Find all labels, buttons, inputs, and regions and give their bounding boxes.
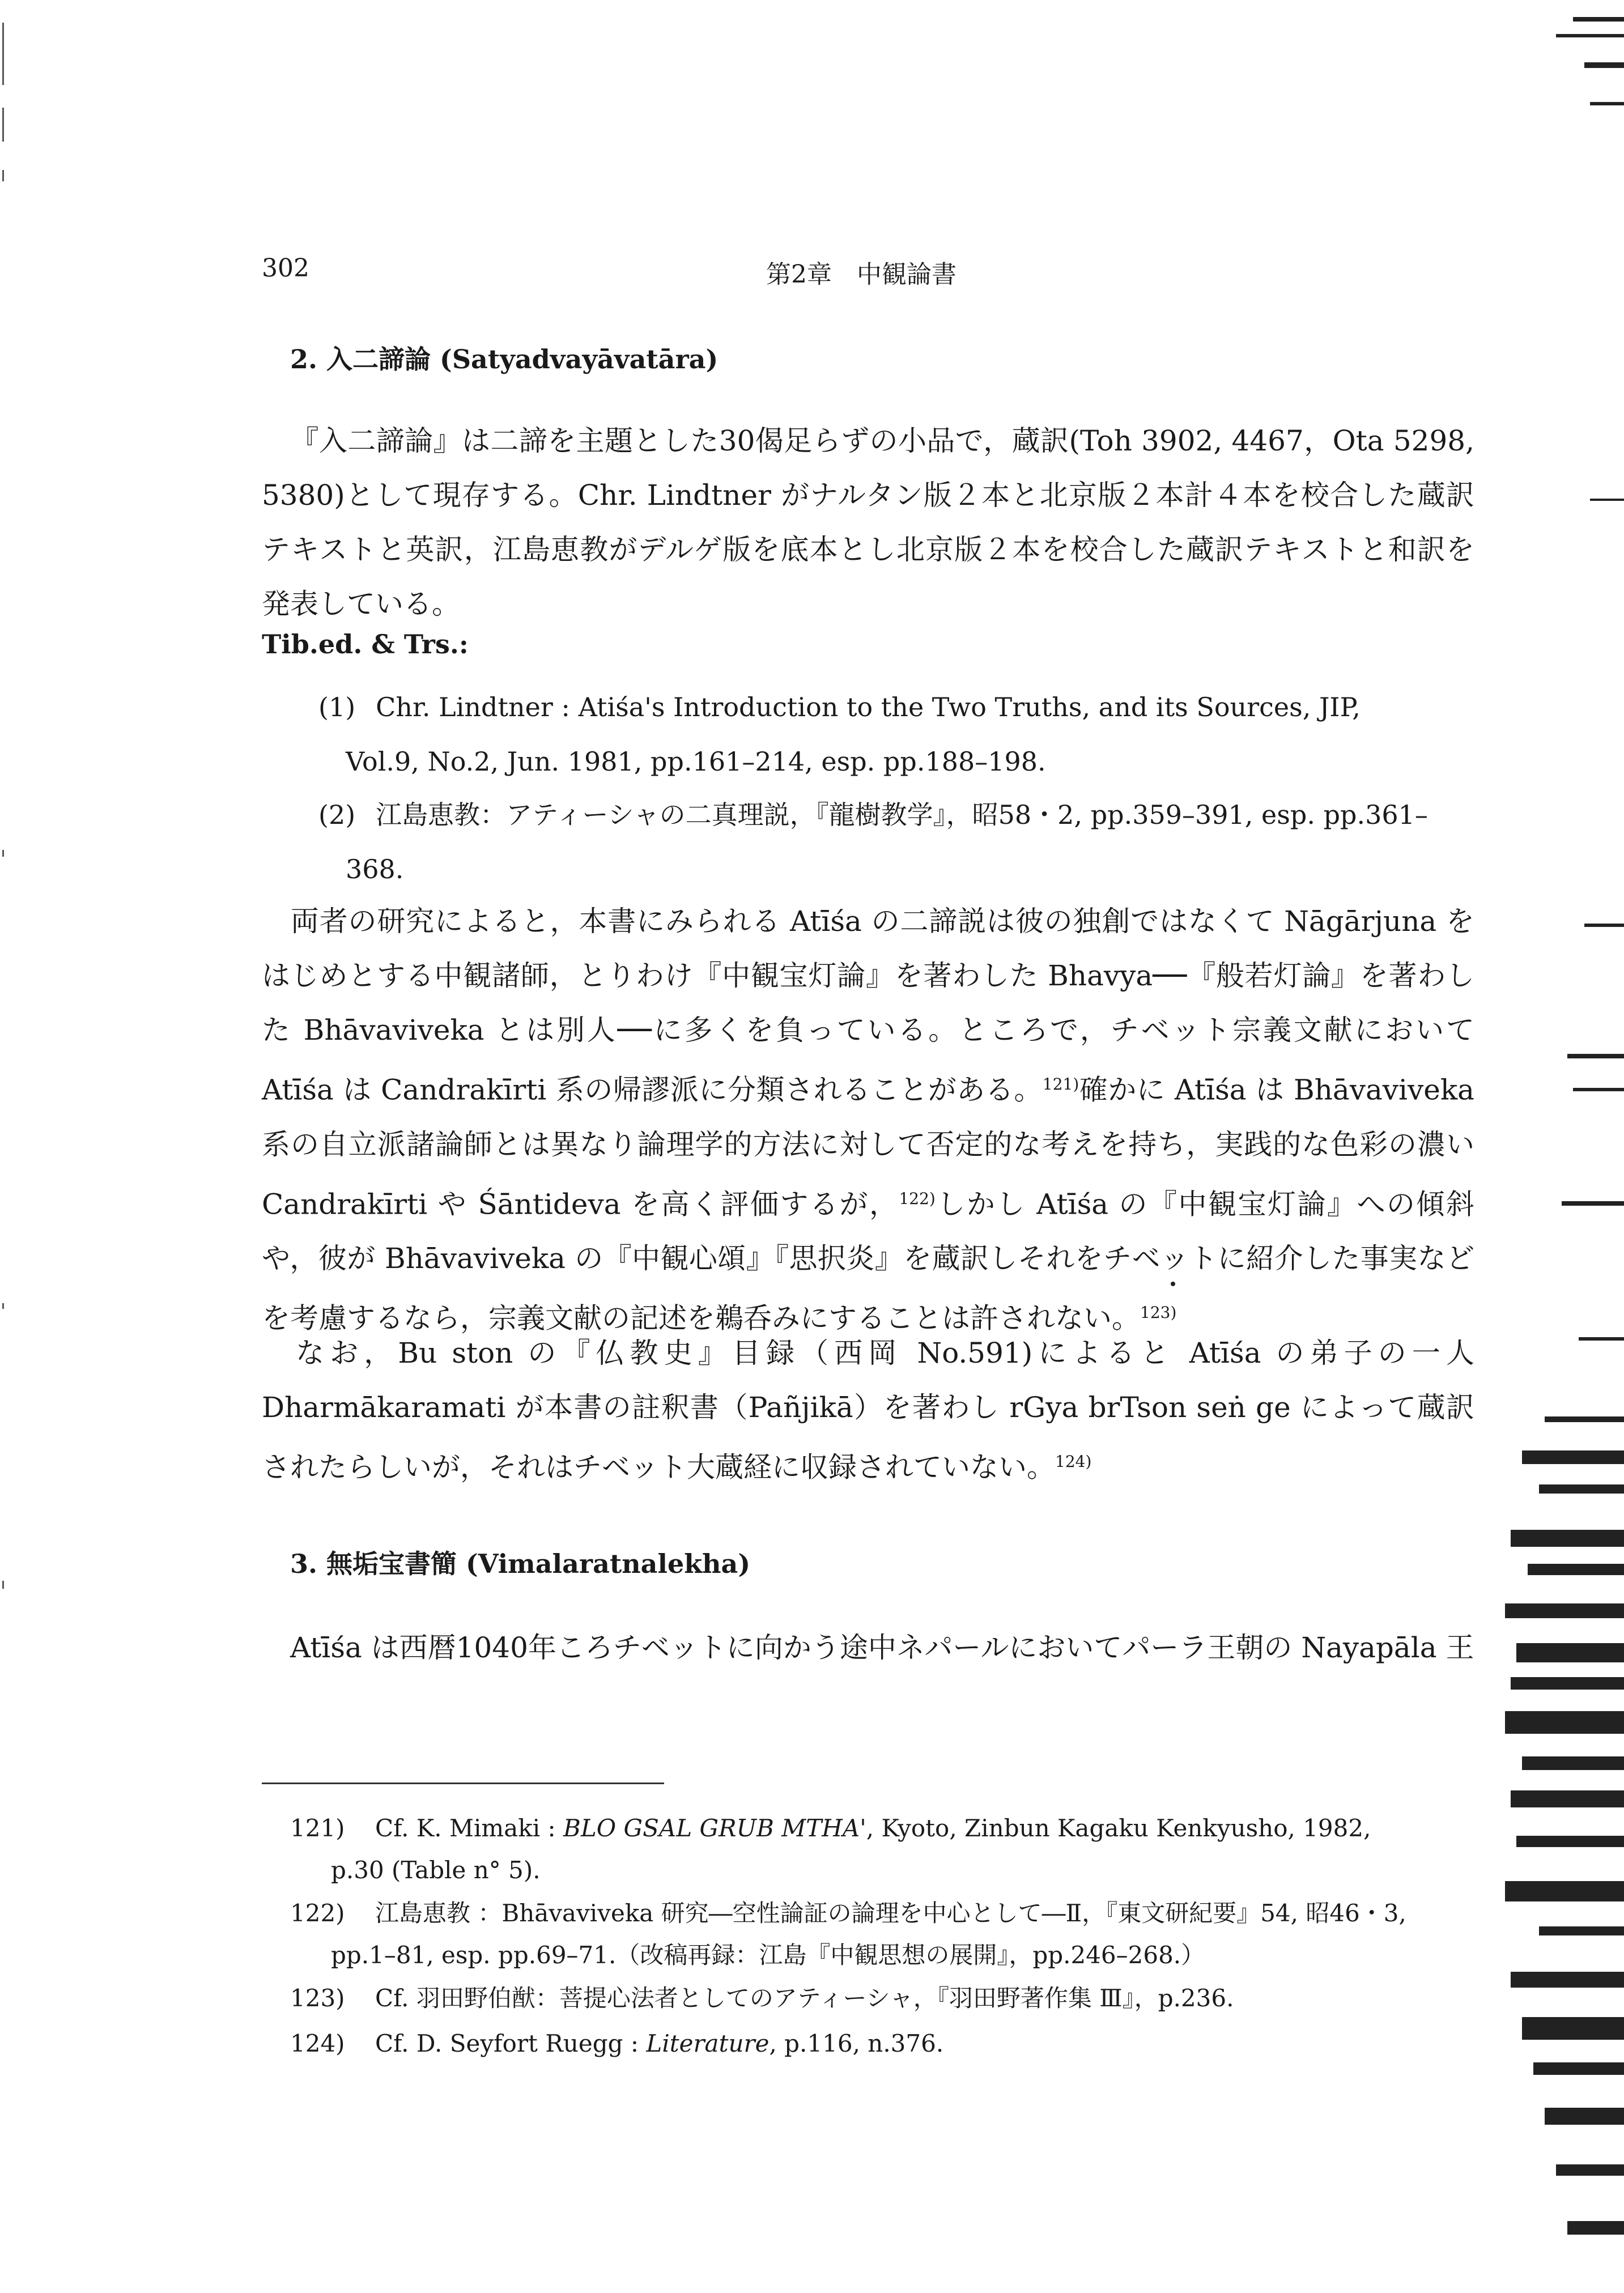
section-2-paragraph-1-text: 『入二諦論』は二諦を主題とした30偈足らずの小品で，蔵訳(Toh 3902, 4467，Ota 5298, 5380)として現存する。Chr. Lindtner がナルタン版２本と北京版２本計４本を校合した蔵訳テキストと英訳，江島恵教がデルゲ版を底本とし北京版２本を校合した蔵訳テキストと和訳を発表している。 — [262, 424, 1474, 620]
scan-speck — [1171, 1282, 1175, 1286]
reference-2-line-2: 368. — [346, 854, 404, 884]
section-2-paragraph-2-text-c: しかし Atīśa の『中観宝灯論』への傾斜や，彼が Bhāvaviveka の『中観心頌』『思択炎』を蔵訳しそれをチベットに紹介した事実などを考慮するなら，宗義文献の記述を鵜呑みにすることは許されない。 — [262, 1188, 1474, 1335]
footnote-122-text: 江島恵教 ：Bhāvaviveka 研究―空性論証の論理を中心として―Ⅱ，『東文研紀要』54, 昭46・3, — [375, 1899, 1406, 1927]
footnote-121-line-2: p.30 (Table n° 5). — [331, 1856, 541, 1884]
section-2-paragraph-3-text: なお，Bu ston の『仏教史』目録（西岡 No.591)によると Atīśa の弟子の一人 Dharmākaramati が本書の註釈書（Pañjikā）を著わし rGya brTson seṅ ge によって蔵訳されたらしいが，それはチベット大蔵経に収録されていない。 — [262, 1337, 1474, 1484]
footnote-124-text: Cf. D. Seyfort Ruegg : — [375, 2030, 639, 2057]
footnote-121-title: BLO GSAL GRUB MTHA' — [563, 1814, 866, 1842]
reference-1-number: (1) — [318, 692, 356, 722]
section-2-paragraph-1 — [262, 414, 1474, 631]
footnote-ref-121[interactable]: 121) — [1042, 1075, 1079, 1094]
footnote-121-number: 121) — [290, 1814, 345, 1842]
footnote-ref-123[interactable]: 123) — [1140, 1303, 1177, 1322]
section-2-paragraph-2 — [262, 894, 1474, 1346]
footnote-122-number: 122) — [290, 1899, 345, 1927]
section-3-heading: 3. 無垢宝書簡 (Vimalaratnalekha) — [290, 1548, 751, 1579]
footnote-122 — [290, 1892, 1474, 1976]
footnote-124 — [290, 2023, 1474, 2065]
footnote-122-line-2: pp.1–81, esp. pp.69–71.（改稿再録：江島『中観思想の展開』，pp.246–268.） — [331, 1941, 1205, 1969]
tib-ed-heading: Tib.ed. & Trs.: — [262, 629, 469, 660]
footnote-123-number: 123) — [290, 1984, 345, 2012]
footnote-124-text-post: , p.116, n.376. — [769, 2030, 944, 2057]
footnote-121-text: Cf. K. Mimaki : — [375, 1814, 556, 1842]
reference-2-number: (2) — [318, 799, 356, 830]
reference-2 — [318, 788, 1474, 896]
footnote-124-number: 124) — [290, 2030, 345, 2057]
reference-1-line-2: Vol.9, No.2, Jun. 1981, pp.161–214, esp. pp.188–198. — [346, 746, 1046, 777]
section-2-paragraph-3 — [262, 1326, 1474, 1495]
section-3-paragraph-1-text: Atīśa は西暦1040年ころチベットに向かう途中ネパールにおいてパーラ王朝の Nayapāla 王 — [290, 1631, 1474, 1664]
chapter-title: 第2章 中観論書 — [766, 260, 956, 289]
section-2-paragraph-2-text-b: 確かに Atīśa は Bhāvaviveka 系の自立派諸論師とは異なり論理学的方法に対して否定的な考えを持ち，実践的な色彩の濃い Candrakīrti や Śāntideva を高く評価するが， — [262, 1073, 1474, 1221]
section-3-paragraph-1 — [262, 1620, 1474, 1675]
footnote-ref-124[interactable]: 124) — [1055, 1452, 1092, 1471]
left-scan-edge — [0, 0, 12, 1700]
footnote-rule — [262, 1783, 664, 1784]
reference-1 — [318, 680, 1474, 789]
reference-1-line-1: Chr. Lindtner : Atiśa's Introduction to the Two Truths, and its Sources, JIP, — [376, 692, 1361, 722]
footnote-123 — [290, 1977, 1474, 2019]
section-2-paragraph-2-text-a: 両者の研究によると，本書にみられる Atīśa の二諦説は彼の独創ではなくて Nāgārjuna をはじめとする中観諸師，とりわけ『中観宝灯論』を著わした Bhavya──『般若灯論』を著わした Bhāvaviveka とは別人──に多くを負っている。ところで，チベット宗義文献において Atīśa は Candrakīrti 系の帰謬派に分類されることがある。 — [262, 905, 1474, 1107]
page-number: 302 — [262, 254, 309, 283]
footnote-121-text-post: , Kyoto, Zinbun Kagaku Kenkyusho, 1982, — [866, 1814, 1371, 1842]
section-2-heading: 2. 入二諦論 (Satyadvayāvatāra) — [290, 344, 719, 375]
footnote-124-title: Literature — [646, 2030, 770, 2057]
right-scan-edge — [1499, 0, 1624, 2293]
footnote-121 — [290, 1807, 1474, 1891]
footnote-ref-122[interactable]: 122) — [899, 1189, 936, 1208]
footnote-123-text: Cf. 羽田野伯猷：菩提心法者としてのアティーシャ，『羽田野著作集 Ⅲ』，p.236. — [375, 1984, 1234, 2012]
reference-2-line-1: 江島恵教：アティーシャの二真理説，『龍樹教学』，昭58・2, pp.359–391, esp. pp.361– — [376, 799, 1428, 830]
